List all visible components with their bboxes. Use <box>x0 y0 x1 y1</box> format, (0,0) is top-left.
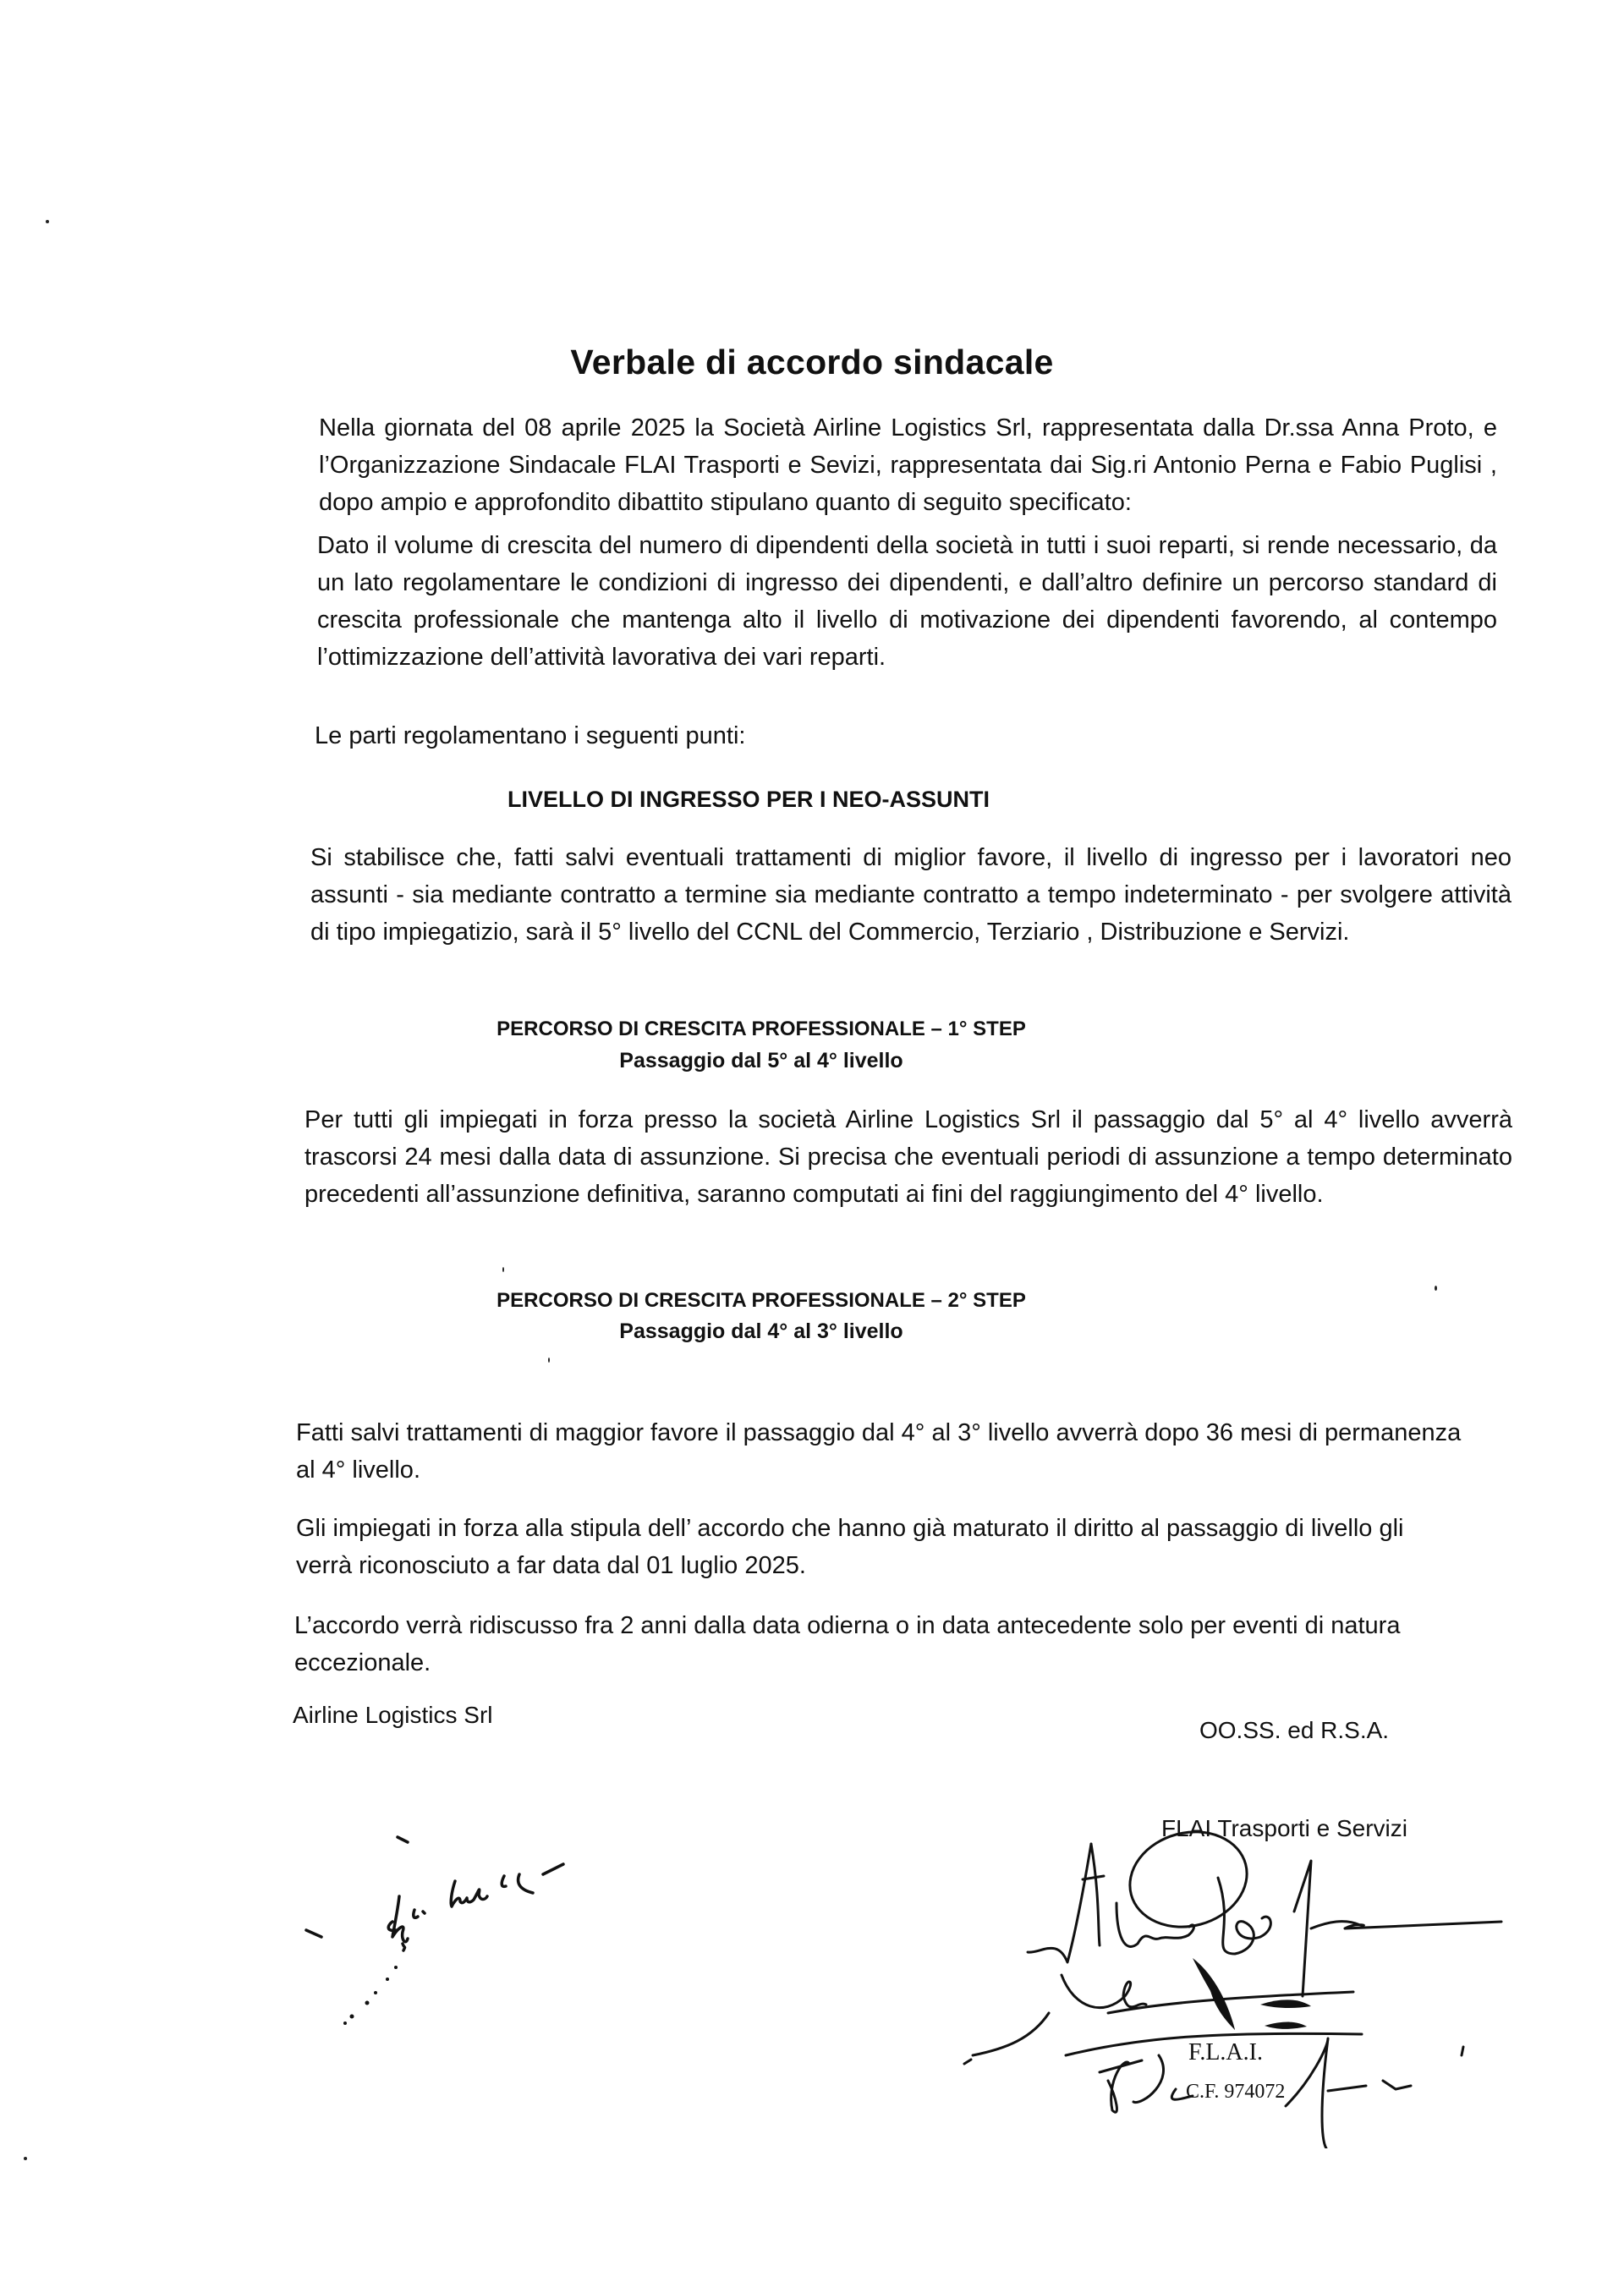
document-title: Verbale di accordo sindacale <box>570 343 1054 381</box>
points-intro: Le parti regolamentano i seguenti punti: <box>315 722 746 749</box>
section-heading-step-2: PERCORSO DI CRESCITA PROFESSIONALE – 2° STEP <box>497 1289 1026 1312</box>
company-signature <box>279 1827 617 2081</box>
entry-level-paragraph: Si stabilisce che, fatti salvi eventuali trattamenti di miglior favore, il livello di ingresso per i lavoratori neo assunti - sia mediante contratto a termine sia mediante contratto a tempo indeterminato - per svolgere attività di tipo impiegatizio, sarà il 5° livello del CCNL del Commercio, Terziario , Distribuzione e Servizi. <box>310 844 1512 946</box>
section-subheading-step-1: Passaggio dal 5° al 4° livello <box>619 1049 903 1072</box>
step-2-paragraph: Fatti salvi trattamenti di maggior favore il passaggio dal 4° al 3° livello avverrà dopo 36 mesi di permanenza al 4° livello. <box>296 1419 1462 1484</box>
union-signatures-and-stamp <box>956 1827 1506 2148</box>
section-subheading-step-2: Passaggio dal 4° al 3° livello <box>619 1319 903 1343</box>
premise-paragraph: Dato il volume di crescita del numero di dipendenti della società in tutti i suoi reparti, si rende necessario, da un lato regolamentare le condizioni di ingresso dei dipendenti, e dall’altro definire un percorso standard di crescita professionale che mantenga alto il livello di motivazione dei dipendenti favorendo, al contempo l’ottimizzazione dell’attività lavorativa dei vari reparti. <box>317 532 1497 671</box>
section-heading-step-1: PERCORSO DI CRESCITA PROFESSIONALE – 1° STEP <box>497 1018 1026 1040</box>
scan-speck <box>46 220 49 223</box>
union-name-label: FLAI Trasporti e Servizi <box>1161 1815 1407 1841</box>
scan-speck <box>548 1358 550 1363</box>
scan-speck <box>24 2157 27 2160</box>
review-paragraph: L’accordo verrà ridiscusso fra 2 anni dalla data odierna o in data antecedente solo per eventi di natura eccezionale. <box>294 1612 1401 1676</box>
scan-speck <box>502 1267 504 1272</box>
stamp-code: C.F. 974072 <box>1186 2081 1286 2103</box>
transitional-paragraph: Gli impiegati in forza alla stipula dell’ accordo che hanno già maturato il diritto al passaggio di livello gli verrà riconosciuto a far data dal 01 luglio 2025. <box>296 1515 1404 1579</box>
section-heading-entry-level: LIVELLO DI INGRESSO PER I NEO-ASSUNTI <box>507 787 990 812</box>
company-signature-label: Airline Logistics Srl <box>293 1702 493 1728</box>
stamp-text: F.L.A.I. <box>1188 2039 1263 2065</box>
union-signature-label: OO.SS. ed R.S.A. <box>1199 1717 1390 1743</box>
step-1-paragraph: Per tutti gli impiegati in forza presso la società Airline Logistics Srl il passaggio dal 5° al 4° livello avverrà trascorsi 24 mesi dalla data di assunzione. Si precisa che eventuali periodi di assunzione a tempo determinato precedenti all’assunzione definitiva, saranno computati ai fini del raggiungimento del 4° livello. <box>304 1106 1512 1208</box>
intro-paragraph: Nella giornata del 08 aprile 2025 la Società Airline Logistics Srl, rappresentata dalla Dr.ssa Anna Proto, e l’Organizzazione Sindacale FLAI Trasporti e Sevizi, rappresentata dai Sig.ri Antonio Perna e Fabio Puglisi , dopo ampio e approfondito dibattito stipulano quanto di seguito specificato: <box>319 414 1497 516</box>
